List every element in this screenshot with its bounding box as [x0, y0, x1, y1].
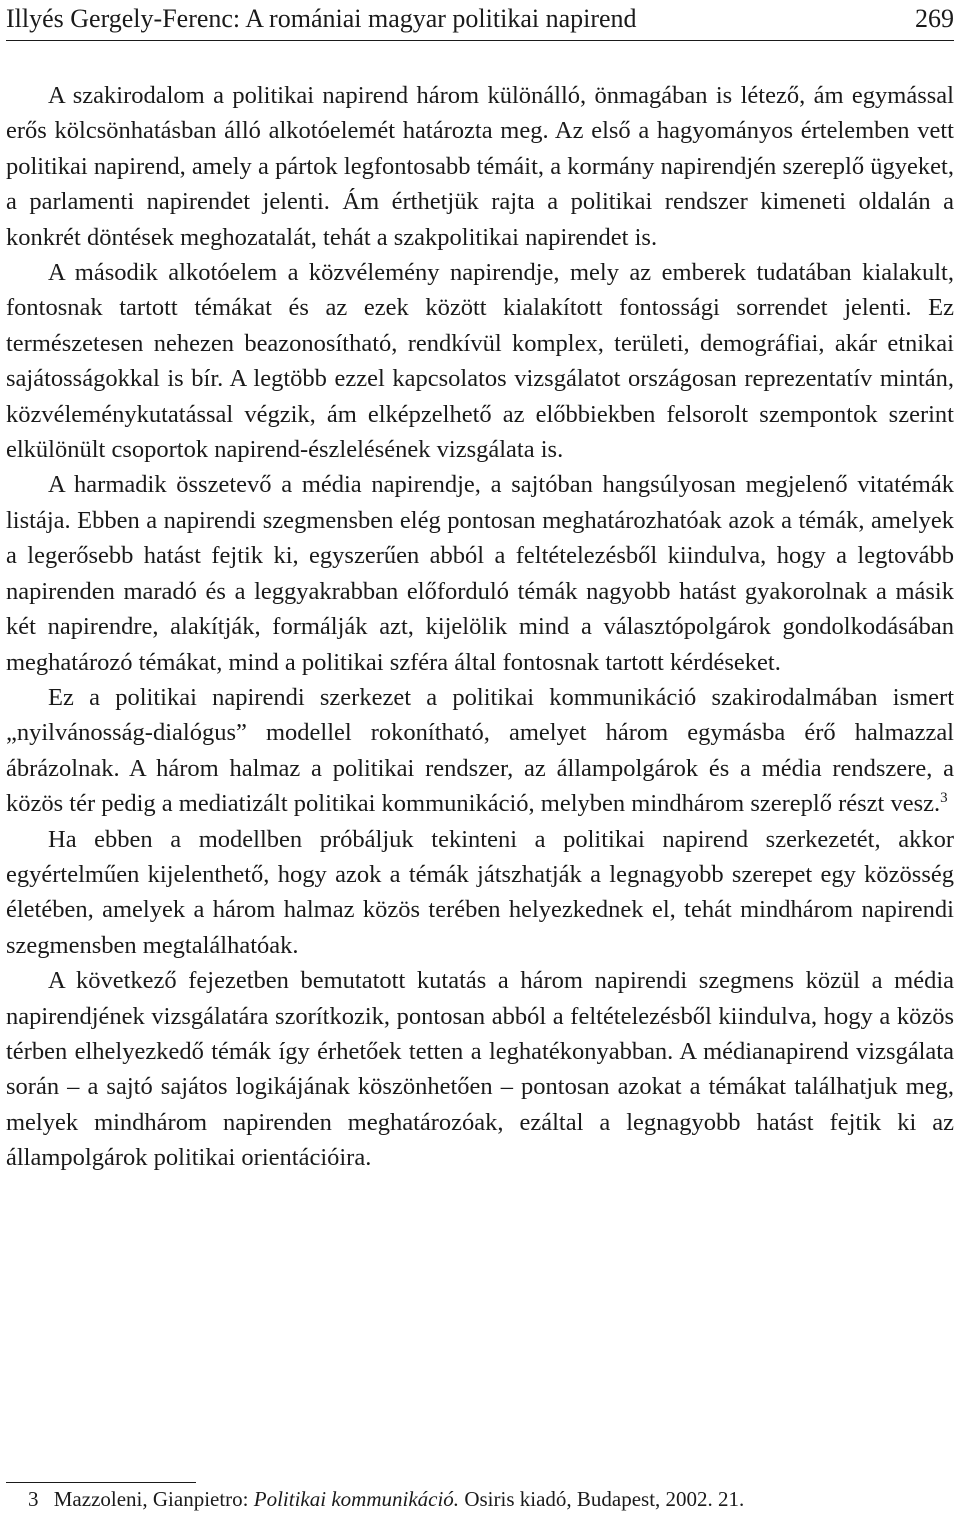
paragraph: A második alkotóelem a közvélemény napirendje, mely az emberek tudatában kialakult, fontosnak tartott témákat és az ezek között kialakított fontossági sorrendet jelenti. Ez természetesen nehezen beazonosítható, rendkívül komplex, területi, demográfiai, akár etnikai sajátosságokkal is bír. A legtöbb ezzel kapcsolatos vizsgálatot országosan reprezentatív mintán, közvéleménykutatással végzik, ám elképzelhető az előbbiekben felsorolt szempontok szerint elkülönült csoportok napirend-észlelésének vizsgálata is. [6, 259, 954, 464]
footnote-title: Politikai kommunikáció. [253, 1487, 460, 1511]
paragraph-text: Ez a politikai napirendi szerkezet a politikai kommunikáció szakirodalmában ismert „nyilvánosság-dialógus” modellel rokonítható, amelyet három egymásba érő halmazzal ábrázolnak. A három halmaz a politikai rendszer, az állampolgárok és a média rendszere, a közös tér pedig a mediatizált politikai kommunikáció, melyben mindhárom szereplő részt vesz. [6, 683, 954, 818]
running-header [6, 0, 954, 34]
paragraph: A harmadik összetevő a média napirendje, a sajtóban hangsúlyosan megjelenő vitatémák listája. Ebben a napirendi szegmensben elég pontosan meghatározhatóak azok a témák, amelyek a legerősebb hatást fejtik ki, egyszerűen abból a feltételezésből kiindulva, hogy a legtovább napirenden maradó és a leggyakrabban előforduló témák nagyobb hatást gyakorolnak a másik két napirendre, alakítják, formálják azt, kijelölik mind a választópolgárok gondolkodásában meghatározó témákat, mind a politikai szféra által fontosnak tartott kérdéseket. [6, 471, 954, 676]
footnote-rule [6, 1482, 196, 1483]
paragraph: A szakirodalom a politikai napirend három különálló, önmagában is létező, ám egymással erős kölcsönhatásban álló alkotóelemét határozta meg. Az első a hagyományos értelemben vett politikai napirend, amely a pártok legfontosabb témáit, a kormány napirendjén szereplő ügyeket, a parlamenti napirendet jelenti. Ám érthetjük rajta a politikai rendszer kimeneti oldalán a konkrét döntések meghozatalát, tehát a szakpolitikai napirendet is. [6, 82, 954, 251]
footnote [28, 1486, 954, 1512]
paragraph: Ha ebben a modellben próbáljuk tekinteni a politikai napirend szerkezetét, akkor egyértelműen kijelenthető, hogy azok a témák játszhatják a legnagyobb szerepet egy közösség életében, amelyek a három halmaz közös terében helyezkednek el, tehát mindhárom napirendi szegmensben megtalálhatóak. [6, 825, 954, 959]
running-title: Illyés Gergely-Ferenc: A romániai magyar politikai napirend [6, 4, 637, 33]
footnote-author: Mazzoleni, Gianpietro: [53, 1487, 249, 1511]
paragraph-with-footnote [6, 680, 954, 822]
footnote-number: 3 [28, 1487, 39, 1511]
page-number: 269 [915, 4, 954, 33]
footnote-reference[interactable]: 3 [940, 790, 948, 807]
header-rule [6, 40, 954, 41]
paragraph: A következő fejezetben bemutatott kutatás a három napirendi szegmens közül a média napirendjének vizsgálatára szorítkozik, pontosan abból a feltételezésből kiindulva, hogy a közös térben elhelyezkedő témák így érhetőek tetten a leghatékonyabban. A médianapirend vizsgálata során – a sajtó sajátos logikájának köszönhetően – pontosan azokat a témákat találhatjuk meg, melyek mindhárom napirenden meghatározóak, ezáltal a legnagyobb hatást fejtik ki az állampolgárok politikai orientációira. [6, 967, 954, 1172]
footnote-publisher: Osiris kiadó, Budapest, 2002. 21. [464, 1487, 745, 1511]
body-text [6, 78, 954, 1176]
